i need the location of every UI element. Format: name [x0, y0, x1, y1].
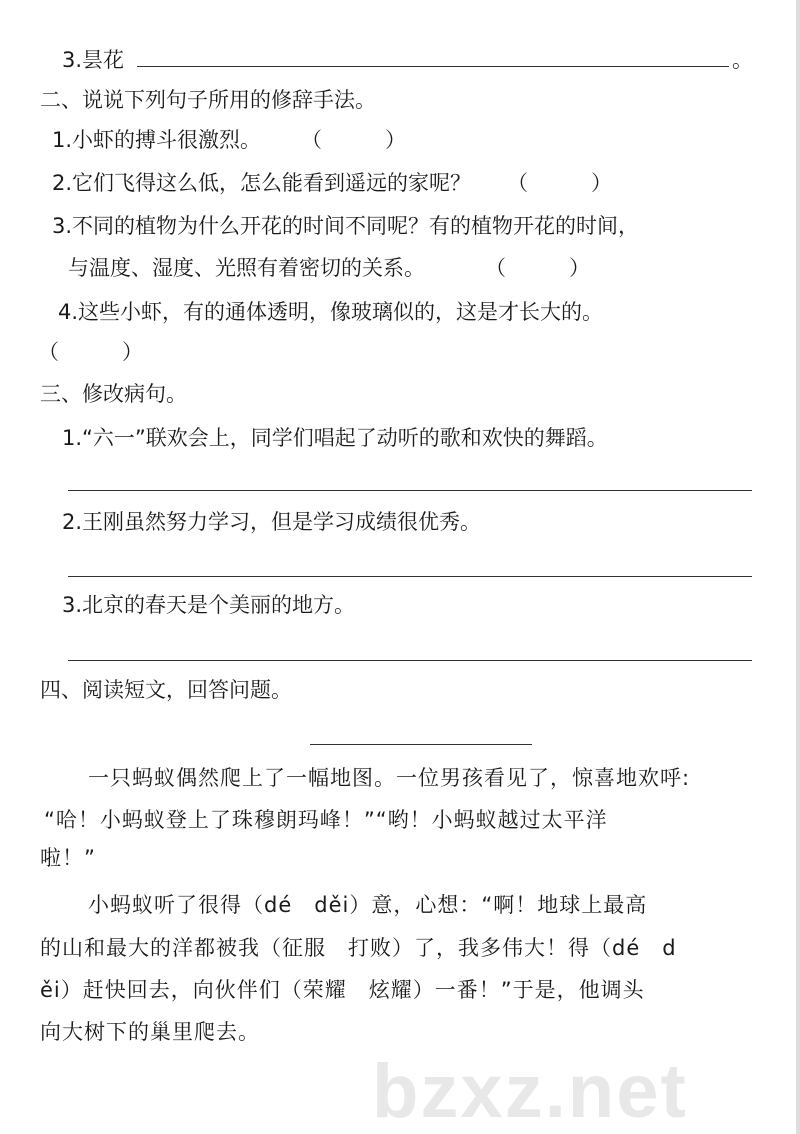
title-blank-line: [310, 744, 532, 745]
s2-item2-blank: （ ）: [507, 171, 613, 195]
passage-line: 向大树下的巢里爬去。: [40, 1020, 260, 1044]
s3-item1: 1.“六一”联欢会上，同学们唱起了动听的歌和欢快的舞蹈。: [62, 426, 608, 450]
s2-item3-blank: （ ）: [485, 256, 590, 280]
passage-line: “哈！小蚂蚁登上了珠穆朗玛峰！”“哟！小蚂蚁越过太平洋: [44, 808, 608, 832]
answer-line: [137, 66, 729, 67]
passage-line: 的山和最大的洋都被我（征服 打败）了，我多伟大！得（dé d: [40, 936, 677, 960]
passage-line: 啦！”: [40, 846, 96, 870]
page-edge: [796, 0, 800, 1134]
s2-item1: 1.小虾的搏斗很激烈。: [52, 128, 262, 152]
s2-item3-cont-row: [68, 255, 590, 281]
s2-item1-blank: （ ）: [301, 128, 407, 152]
s3-item3: 3.北京的春天是个美丽的地方。: [62, 593, 356, 617]
s1-item3: [62, 47, 124, 73]
watermark: bzxz.net: [372, 1049, 688, 1134]
s2-item2: 2.它们飞得这么低，怎么能看到遥远的家呢？: [52, 171, 472, 195]
s2-item2-row: [52, 170, 612, 196]
passage-line: 一只蚂蚁偶然爬上了一幅地图。一位男孩看见了，惊喜地欢呼:: [88, 766, 691, 790]
s3-item2: 2.王刚虽然努力学习，但是学习成绩很优秀。: [62, 510, 482, 534]
section4-heading: 四、阅读短文，回答问题。: [40, 678, 292, 702]
answer-line: [68, 660, 752, 661]
s2-item1-row: [52, 127, 406, 153]
s2-item3-cont: 与温度、湿度、光照有着密切的关系。: [68, 256, 425, 280]
section3-heading: 三、修改病句。: [40, 382, 187, 406]
s1-item3-end: 。: [732, 48, 753, 72]
s1-item3-label: 3.昙花: [62, 48, 125, 72]
answer-line: [68, 576, 752, 577]
passage-line: 小蚂蚁听了很得（dé děi）意，心想：“啊！地球上最高: [88, 893, 648, 917]
answer-line: [68, 490, 752, 491]
s2-item4: 4.这些小虾，有的通体透明，像玻璃似的，这是才长大的。: [58, 300, 604, 324]
passage-line: ěi）赶快回去，向伙伴们（荣耀 炫耀）一番！”于是，他调头: [40, 978, 645, 1002]
s2-item4-blank: （ ）: [38, 340, 143, 364]
s2-item3: 3.不同的植物为什么开花的时间不同呢？有的植物开花的时间，: [52, 214, 640, 238]
section2-heading: 二、说说下列句子所用的修辞手法。: [40, 88, 376, 112]
